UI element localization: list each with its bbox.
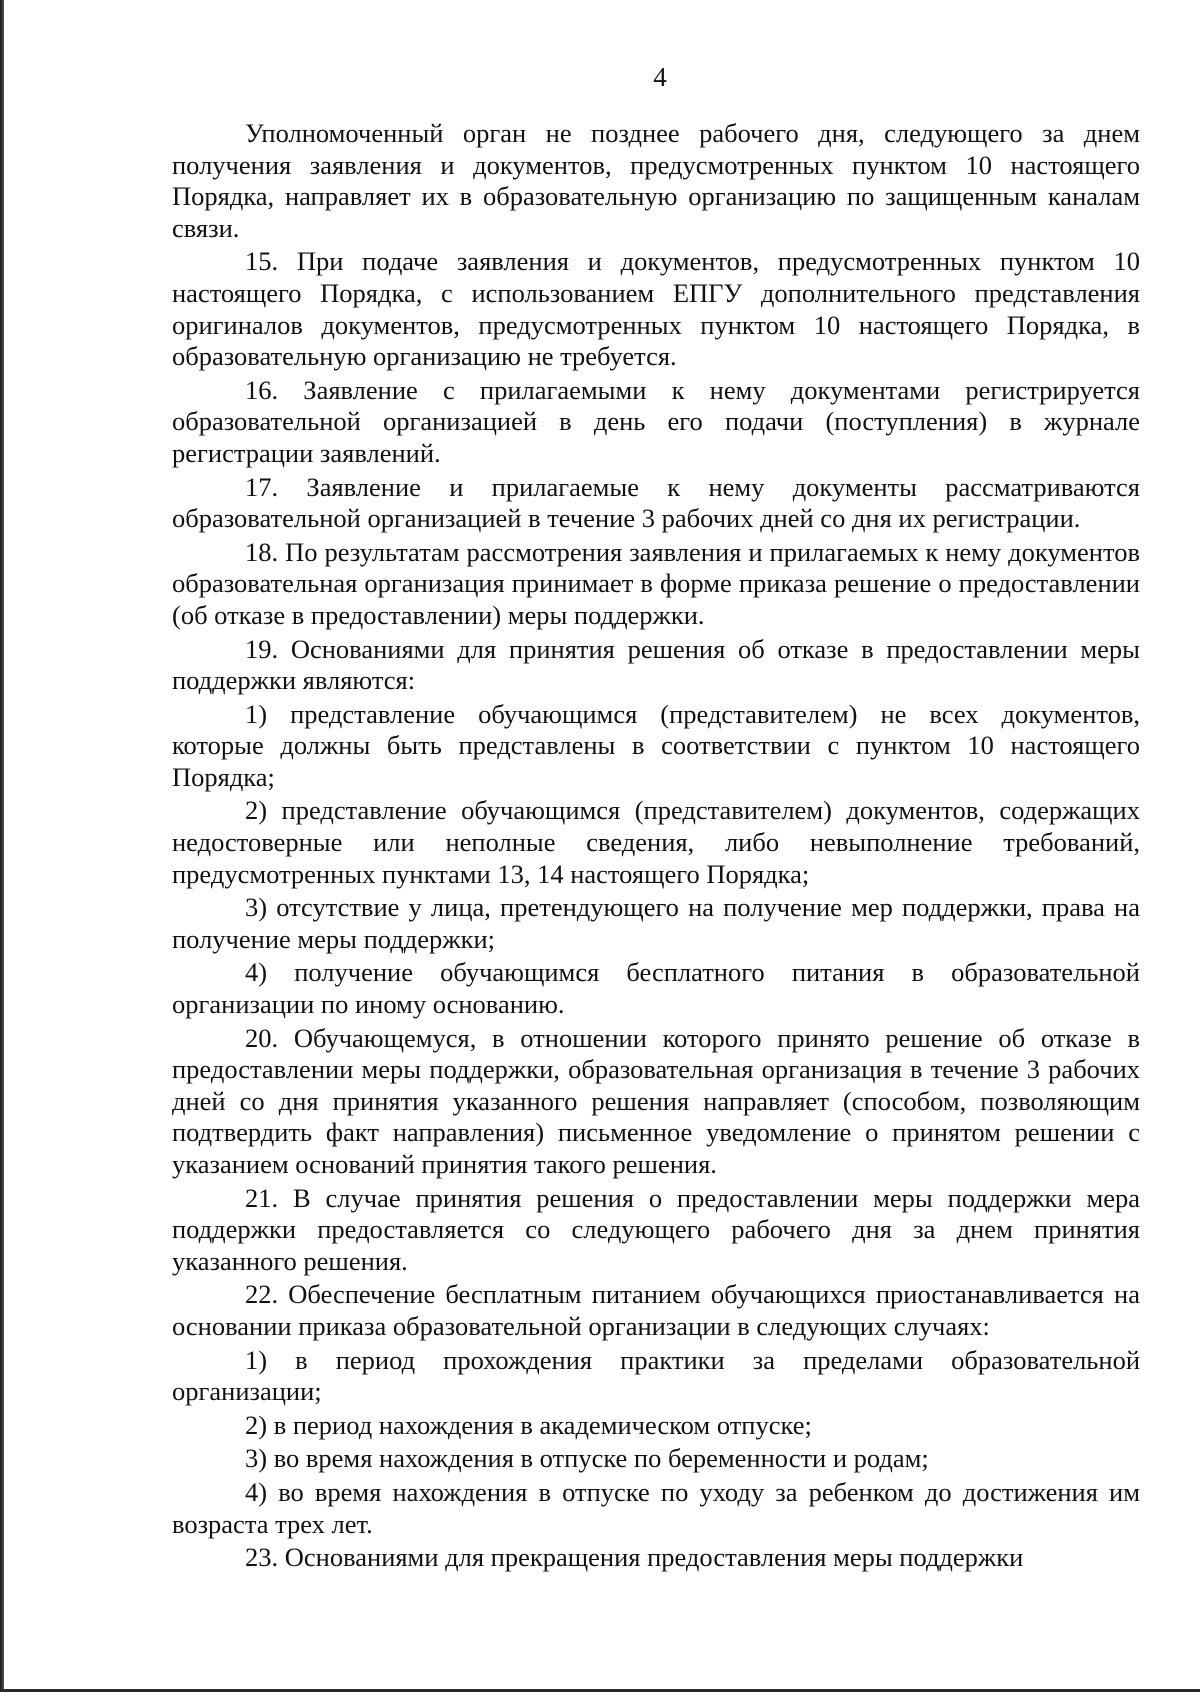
paragraph-20: 20. Обучающемуся, в отношении которого принято решение об отказе в предоставлении меры поддержки, образовательная организация в течение 3 рабочих дней со дня принятия указанного решения направляет (способом, позволяющим подтвердить факт направления) письменное уведомление о принятом решении с указанием оснований принятия такого решения. — [172, 1022, 1140, 1179]
paragraph-18: 18. По результатам рассмотрения заявления и прилагаемых к нему документов образовательная организация принимает в форме приказа решение о предоставлении (об отказе в предоставлении) меры поддержки. — [172, 536, 1140, 630]
paragraph-19-item-3: 3) отсутствие у лица, претендующего на получение мер поддержки, права на получение меры поддержки; — [172, 892, 1140, 954]
paragraph-21: 21. В случае принятия решения о предоставлении меры поддержки мера поддержки предоставляется со следующего рабочего дня за днем принятия указанного решения. — [172, 1182, 1140, 1276]
scan-edge-left — [0, 0, 4, 1692]
paragraph-19-item-4: 4) получение обучающимся бесплатного питания в образовательной организации по иному основанию. — [172, 957, 1140, 1020]
paragraph-22-item-2: 2) в период нахождения в академическом отпуске; — [245, 1409, 812, 1440]
paragraph-19-item-1: 1) представление обучающимся (представителем) не всех документов, которые должны быть представлены в соответствии с пунктом 10 настоящего Порядка; — [172, 698, 1140, 792]
paragraph-19: 19. Основаниями для принятия решения об отказе в предоставлении меры поддержки являются: — [172, 633, 1140, 696]
paragraph-19-item-2: 2) представление обучающимся (представителем) документов, содержащих недостоверные или неполные сведения, либо невыполнение требований, предусмотренных пунктами 13, 14 настоящего Порядка; — [172, 795, 1140, 889]
paragraph-authorized-body: Уполномоченный орган не позднее рабочего дня, следующего за днем получения заявления и документов, предусмотренных пунктом 10 настоящего Порядка, направляет их в образовательную организацию по защищенным каналам связи. — [172, 118, 1140, 243]
page-number: 4 — [653, 62, 667, 92]
paragraph-22: 22. Обеспечение бесплатным питанием обучающихся приостанавливается на основании приказа образовательной организации в следующих случаях: — [172, 1279, 1140, 1341]
paragraph-23: 23. Основаниями для прекращения предоставления меры поддержки — [245, 1542, 1024, 1573]
paragraph-17: 17. Заявление и прилагаемые к нему документы рассматриваются образовательной организацией в течение 3 рабочих дней со дня их регистрации. — [172, 471, 1140, 534]
paragraph-15: 15. При подаче заявления и документов, предусмотренных пунктом 10 настоящего Порядка, с использованием ЕПГУ дополнительного представления оригиналов документов, предусмотренных пунктом 10 настоящего Порядка, в образовательную организацию не требуется. — [172, 246, 1140, 372]
paragraph-22-item-4: 4) во время нахождения в отпуске по уходу за ребенком до достижения им возраста трех лет. — [172, 1476, 1140, 1539]
paragraph-22-item-3: 3) во время нахождения в отпуске по беременности и родам; — [245, 1443, 929, 1474]
document-body — [172, 118, 1140, 1576]
paragraph-16: 16. Заявление с прилагаемыми к нему документами регистрируется образовательной организацией в день его подачи (поступления) в журнале регистрации заявлений. — [172, 374, 1140, 468]
paragraph-22-item-1: 1) в период прохождения практики за пределами образовательной организации; — [172, 1344, 1140, 1407]
